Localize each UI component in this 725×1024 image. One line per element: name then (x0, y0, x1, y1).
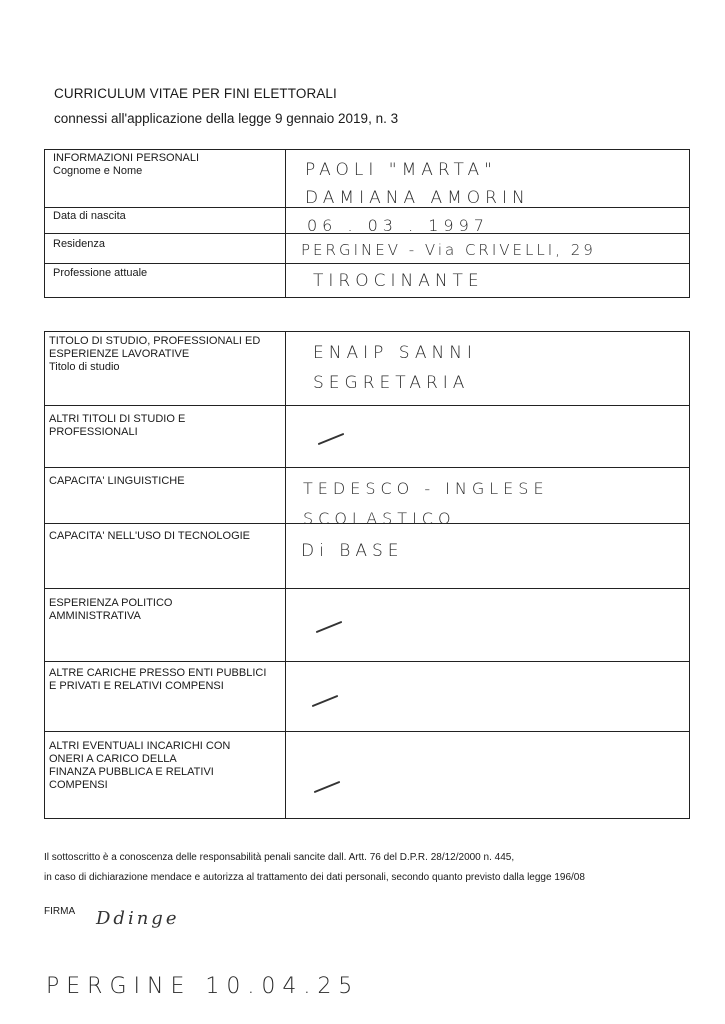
value-altri-incarichi (317, 780, 322, 781)
document-subtitle: connessi all'applicazione della legge 9 gennaio 2019, n. 3 (54, 111, 399, 126)
declaration-line-2: in caso di dichiarazione mendace e autorizza al trattamento dei dati personali, secondo quanto previsto dalla legge 196/08 (44, 872, 585, 883)
declaration-line-1: Il sottoscritto è a conoscenza delle responsabilità penali sancite dall. Artt. 76 del D.P.R. 28/12/2000 n. 445, (44, 852, 515, 863)
value-altri-titoli (319, 428, 324, 429)
label-residenza: Residenza (53, 238, 105, 250)
value-residenza: PERGINEV - Via CRIVELLI, 29 (301, 241, 596, 259)
value-esperienza-politico (317, 622, 322, 623)
label-altri-titoli: ALTRI TITOLI DI STUDIO E PROFESSIONALI (49, 413, 186, 438)
label-capacita-linguistiche: CAPACITA' LINGUISTICHE (49, 475, 185, 487)
firma-label: FIRMA (44, 906, 76, 917)
document-title: CURRICULUM VITAE PER FINI ELETTORALI (54, 86, 337, 101)
label-cognome-nome: INFORMAZIONI PERSONALI Cognome e Nome (53, 152, 200, 177)
label-capacita-tecnologie: CAPACITA' NELL'USO DI TECNOLOGIE (49, 530, 251, 542)
dash-altri-titoli (318, 433, 345, 445)
value-cognome-nome: PAOLI "MARTA" DAMIANA AMORIN (305, 160, 530, 208)
signature: Ddinge (96, 908, 180, 929)
value-titolo-studio: ENAIP SANNI SEGRETARIA (313, 343, 477, 393)
place-date: PERGINE 10.04.25 (46, 974, 360, 999)
dash-altri-incarichi (314, 781, 341, 793)
dash-altre-cariche (312, 695, 339, 707)
value-professione: TIROCINANTE (313, 271, 484, 291)
label-data-nascita: Data di nascita (53, 210, 126, 222)
label-professione: Professione attuale (53, 267, 148, 279)
label-esperienza-politico: ESPERIENZA POLITICO AMMINISTRATIVA (49, 597, 173, 622)
label-altri-incarichi: ALTRI EVENTUALI INCARICHI CON ONERI A CARICO DELLA FINANZA PUBBLICA E RELATIVI COMPENSI (49, 740, 231, 791)
value-data-nascita: 06 . 03 . 1997 (307, 216, 489, 235)
label-informazioni-personali (53, 152, 199, 178)
value-capacita-linguistiche: TEDESCO - INGLESE SCOLASTICO (303, 479, 549, 528)
label-altre-cariche: ALTRE CARICHE PRESSO ENTI PUBBLICI E PRIVATI E RELATIVI COMPENSI (49, 667, 267, 692)
value-capacita-tecnologie: Di BASE (301, 541, 404, 561)
sections-table (44, 331, 690, 819)
value-altre-cariche (317, 694, 322, 695)
personal-info-table (44, 149, 690, 298)
label-titolo-studio: TITOLO DI STUDIO, PROFESSIONALI ED ESPERIENZE LAVORATIVE Titolo di studio (49, 335, 261, 373)
